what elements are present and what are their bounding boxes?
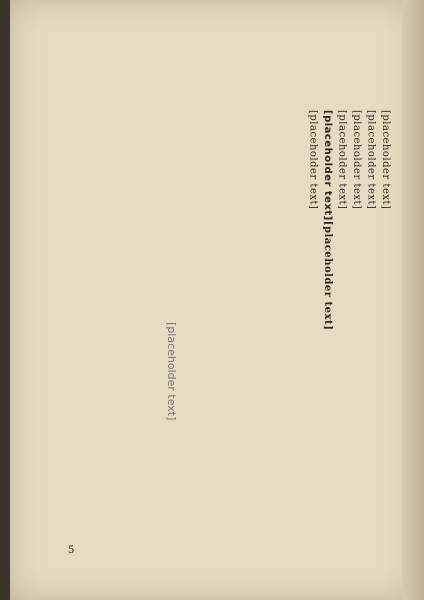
section-heading: [placeholder text] [322, 110, 333, 221]
paragraph: [placeholder text] [380, 110, 391, 210]
handwritten-annotation: [placeholder text] [165, 322, 178, 421]
book-page [10, 0, 414, 600]
section-paragraph [320, 100, 335, 535]
page-number: 5 [68, 545, 75, 556]
paragraph: [placeholder text] [307, 110, 319, 210]
book-spine [402, 0, 424, 600]
section-heading-text: [placeholder text] [322, 220, 333, 331]
paragraph: [placeholder text] [351, 110, 362, 210]
paragraph: [placeholder text] [365, 110, 377, 210]
paragraph: [placeholder text] [336, 110, 348, 210]
vertical-body-text [70, 100, 392, 535]
